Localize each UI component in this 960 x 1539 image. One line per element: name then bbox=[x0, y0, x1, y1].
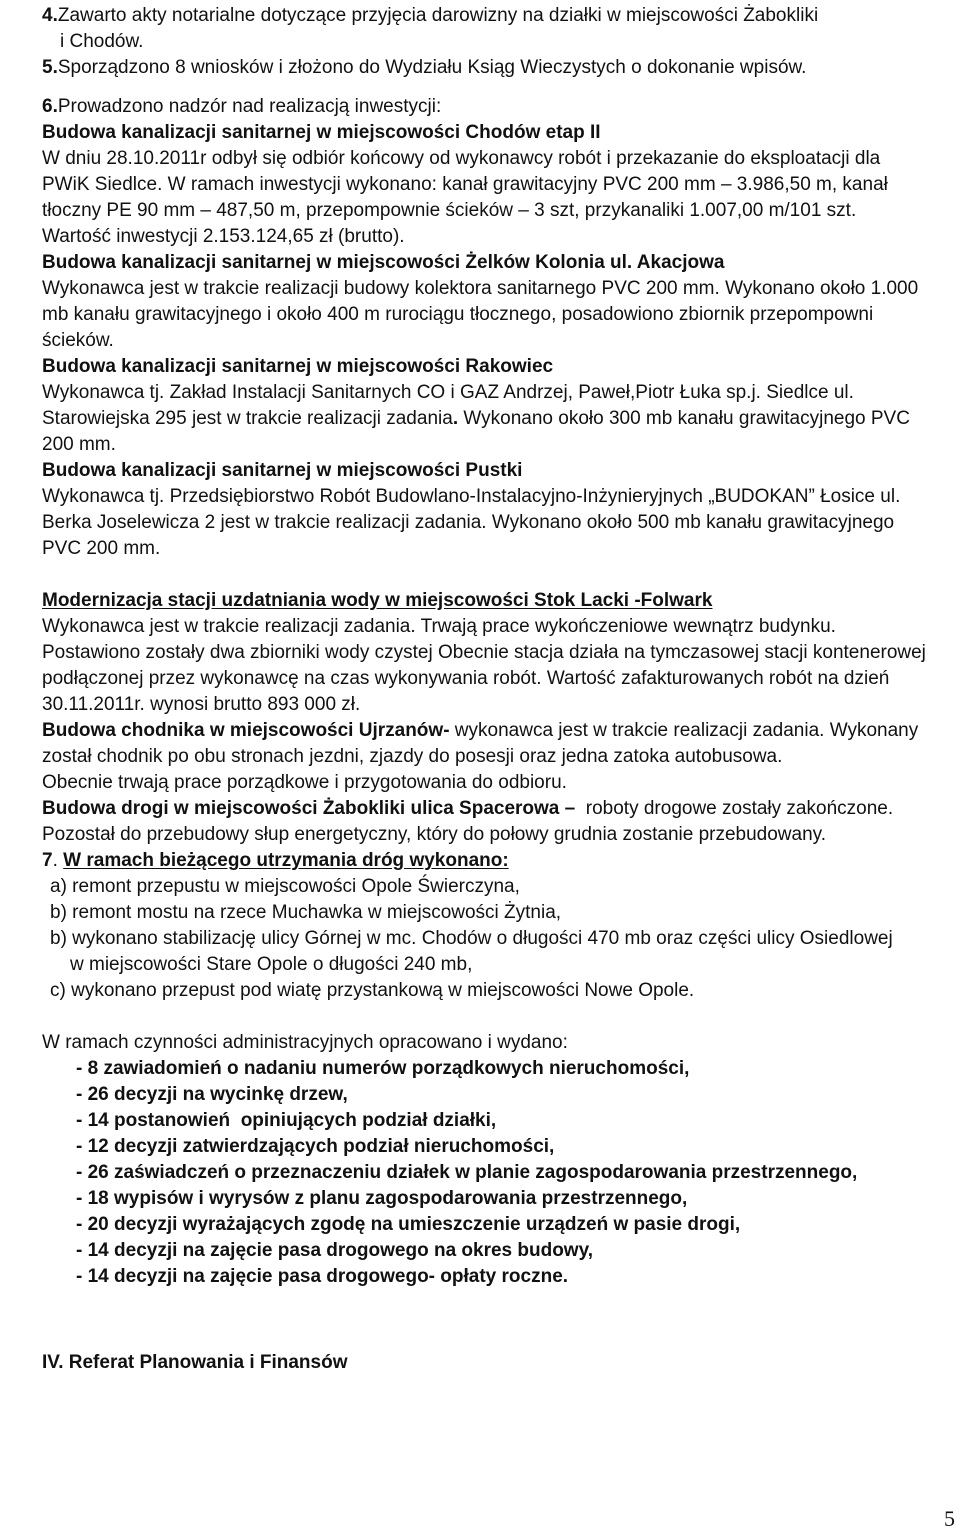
text-run: został chodnik po obu stronach jezdni, zjazdy do posesji oraz jedna zatoka autobusowa. bbox=[42, 746, 783, 767]
text-line bbox=[50, 978, 957, 1004]
bold-text: Budowa chodnika w miejscowości Ujrzanów- bbox=[42, 720, 450, 741]
text-line bbox=[70, 952, 957, 978]
text-run: 200 mm. bbox=[42, 434, 116, 455]
text-run: tłoczny PE 90 mm – 487,50 m, przepompownie ścieków – 3 szt, przykanaliki 1.007,00 m/101 szt. bbox=[42, 200, 857, 221]
text-line bbox=[50, 874, 957, 900]
spacer bbox=[42, 1290, 957, 1324]
bold-text: - 20 decyzji wyrażających zgodę na umieszczenie urządzeń w pasie drogi, bbox=[76, 1214, 741, 1235]
text-line bbox=[42, 692, 957, 718]
text-line bbox=[76, 1108, 957, 1134]
text-run: b) wykonano stabilizację ulicy Górnej w mc. Chodów o długości 470 mb oraz części ulicy Osiedlowej bbox=[50, 928, 893, 949]
text-line bbox=[60, 29, 957, 55]
bold-text: . bbox=[452, 408, 459, 429]
bold-text: IV. Referat Planowania i Finansów bbox=[42, 1352, 348, 1373]
text-run: Wykonawca tj. Przedsiębiorstwo Robót Budowlano-Instalacyjno-Inżynieryjnych „BUDOKAN” Łosice ul. bbox=[42, 486, 901, 507]
text-line bbox=[76, 1186, 957, 1212]
text-run: Prowadzono nadzór nad realizacją inwestycji: bbox=[57, 96, 442, 117]
text-line bbox=[76, 1212, 957, 1238]
text-line bbox=[42, 354, 957, 380]
text-line bbox=[50, 926, 957, 952]
text-line bbox=[76, 1264, 957, 1290]
text-run: . bbox=[52, 850, 64, 871]
text-line bbox=[42, 718, 957, 744]
text-run: W dniu 28.10.2011r odbył się odbiór końcowy od wykonawcy robót i przekazanie do eksploatacji dla bbox=[42, 148, 881, 169]
bold-text: - 18 wypisów i wyrysów z planu zagospodarowania przestrzennego, bbox=[76, 1188, 688, 1209]
text-line bbox=[42, 666, 957, 692]
text-line bbox=[42, 380, 957, 406]
text-line bbox=[76, 1238, 957, 1264]
text-run: Wartość inwestycji 2.153.124,65 zł (brutto). bbox=[42, 226, 405, 247]
text-line bbox=[76, 1082, 957, 1108]
text-line bbox=[42, 3, 957, 29]
bold-text: Budowa drogi w miejscowości Żabokliki ulica Spacerowa – bbox=[42, 798, 576, 819]
bold-text: - 8 zawiadomień o nadaniu numerów porządkowych nieruchomości, bbox=[76, 1058, 690, 1079]
bold-text: 4. bbox=[42, 5, 58, 26]
text-run: podłączonej przez wykonawcę na czas wykonywania robót. Wartość zafakturowanych robót na dzień bbox=[42, 668, 890, 689]
text-run: Sporządzono 8 wniosków i złożono do Wydziału Ksiąg Wieczystych o dokonanie wpisów. bbox=[57, 57, 807, 78]
text-line bbox=[42, 822, 957, 848]
text-line bbox=[42, 744, 957, 770]
text-run: Obecnie trwają prace porządkowe i przygotowania do odbioru. bbox=[42, 772, 567, 793]
bold-text: Budowa kanalizacji sanitarnej w miejscowości Pustki bbox=[42, 460, 523, 481]
text-line bbox=[76, 1056, 957, 1082]
text-line bbox=[42, 614, 957, 640]
bold-text: 6. bbox=[42, 96, 58, 117]
bold-text: - 14 decyzji na zajęcie pasa drogowego- opłaty roczne. bbox=[76, 1266, 569, 1287]
text-line bbox=[42, 588, 957, 614]
text-run: Postawiono zostały dwa zbiorniki wody czystej Obecnie stacja działa na tymczasowej stacji kontenerowej bbox=[42, 642, 926, 663]
text-line bbox=[42, 224, 957, 250]
spacer bbox=[42, 1324, 957, 1350]
text-run: 30.11.2011r. wynosi brutto 893 000 zł. bbox=[42, 694, 361, 715]
text-run: PVC 200 mm. bbox=[42, 538, 161, 559]
text-run: i Chodów. bbox=[60, 31, 144, 52]
spacer bbox=[42, 81, 957, 94]
text-line bbox=[42, 484, 957, 510]
bold-text: Budowa kanalizacji sanitarnej w miejscowości Żelków Kolonia ul. Akacjowa bbox=[42, 252, 725, 273]
text-line bbox=[42, 640, 957, 666]
text-line bbox=[42, 120, 957, 146]
bold-text: Modernizacja stacji uzdatniania wody w miejscowości Stok Lacki -Folwark bbox=[42, 590, 713, 611]
bold-text: - 14 decyzji na zajęcie pasa drogowego na okres budowy, bbox=[76, 1240, 594, 1261]
text-line bbox=[42, 536, 957, 562]
text-run: Starowiejska 295 jest w trakcie realizacji zadania bbox=[42, 408, 453, 429]
spacer bbox=[42, 1004, 957, 1030]
text-run: c) wykonano przepust pod wiatę przystankową w miejscowości Nowe Opole. bbox=[50, 980, 695, 1001]
spacer bbox=[42, 562, 957, 588]
text-line bbox=[42, 1030, 957, 1056]
text-run: a) remont przepustu w miejscowości Opole Świerczyna, bbox=[50, 876, 520, 897]
text-line bbox=[42, 198, 957, 224]
text-line bbox=[42, 406, 957, 432]
bold-text: Budowa kanalizacji sanitarnej w miejscowości Chodów etap II bbox=[42, 122, 601, 143]
text-run: Wykonano około 300 mb kanału grawitacyjnego PVC bbox=[458, 408, 910, 429]
text-line bbox=[42, 848, 957, 874]
text-run: b) remont mostu na rzece Muchawka w miejscowości Żytnia, bbox=[50, 902, 562, 923]
text-run: W ramach czynności administracyjnych opracowano i wydano: bbox=[42, 1032, 568, 1053]
text-run: Berka Joselewicza 2 jest w trakcie realizacji zadania. Wykonano około 500 mb kanału grawitacyjnego bbox=[42, 512, 895, 533]
bold-text: - 14 postanowień opiniujących podział działki, bbox=[76, 1110, 497, 1131]
text-line bbox=[42, 172, 957, 198]
bold-text: Budowa kanalizacji sanitarnej w miejscowości Rakowiec bbox=[42, 356, 554, 377]
text-run: Wykonawca jest w trakcie realizacji budowy kolektora sanitarnego PVC 200 mm. Wykonano około 1.000 bbox=[42, 278, 919, 299]
text-line bbox=[76, 1160, 957, 1186]
page-number: 5 bbox=[944, 1506, 955, 1531]
text-line bbox=[76, 1134, 957, 1160]
text-line bbox=[42, 770, 957, 796]
text-line bbox=[42, 328, 957, 354]
bold-text: 5. bbox=[42, 57, 58, 78]
text-line bbox=[42, 796, 957, 822]
bold-text: - 26 zaświadczeń o przeznaczeniu działek w planie zagospodarowania przestrzennego, bbox=[76, 1162, 858, 1183]
text-run: w miejscowości Stare Opole o długości 240 mb, bbox=[70, 954, 473, 975]
text-line bbox=[42, 55, 957, 81]
text-line bbox=[42, 458, 957, 484]
text-run: ścieków. bbox=[42, 330, 114, 351]
bold-text: - 26 decyzji na wycinkę drzew, bbox=[76, 1084, 348, 1105]
text-line bbox=[42, 510, 957, 536]
text-line bbox=[42, 250, 957, 276]
bold-text: W ramach bieżącego utrzymania dróg wykonano: bbox=[63, 850, 509, 871]
bold-text: 7 bbox=[42, 850, 53, 871]
text-run: mb kanału grawitacyjnego i około 400 m rurociągu tłocznego, posadowiono zbiornik przepompowni bbox=[42, 304, 874, 325]
text-line bbox=[42, 432, 957, 458]
text-run: Wykonawca jest w trakcie realizacji zadania. Trwają prace wykończeniowe wewnątrz budynku. bbox=[42, 616, 836, 637]
text-line bbox=[50, 900, 957, 926]
text-run: PWiK Siedlce. W ramach inwestycji wykonano: kanał grawitacyjny PVC 200 mm – 3.986,50 m, kanał bbox=[42, 174, 888, 195]
bold-text: - 12 decyzji zatwierdzających podział nieruchomości, bbox=[76, 1136, 555, 1157]
text-run: Wykonawca tj. Zakład Instalacji Sanitarnych CO i GAZ Andrzej, Paweł,Piotr Łuka sp.j. Siedlce ul. bbox=[42, 382, 854, 403]
text-run: Pozostał do przebudowy słup energetyczny, który do połowy grudnia zostanie przebudowany. bbox=[42, 824, 827, 845]
text-line bbox=[42, 94, 957, 120]
text-line bbox=[42, 146, 957, 172]
text-line bbox=[42, 1350, 957, 1376]
text-run: Zawarto akty notarialne dotyczące przyjęcia darowizny na działki w miejscowości Żabokliki bbox=[57, 5, 819, 26]
text-run: wykonawca jest w trakcie realizacji zadania. Wykonany bbox=[449, 720, 919, 741]
text-line bbox=[42, 302, 957, 328]
text-run: roboty drogowe zostały zakończone. bbox=[575, 798, 894, 819]
text-line bbox=[42, 276, 957, 302]
document-page bbox=[42, 3, 957, 1376]
